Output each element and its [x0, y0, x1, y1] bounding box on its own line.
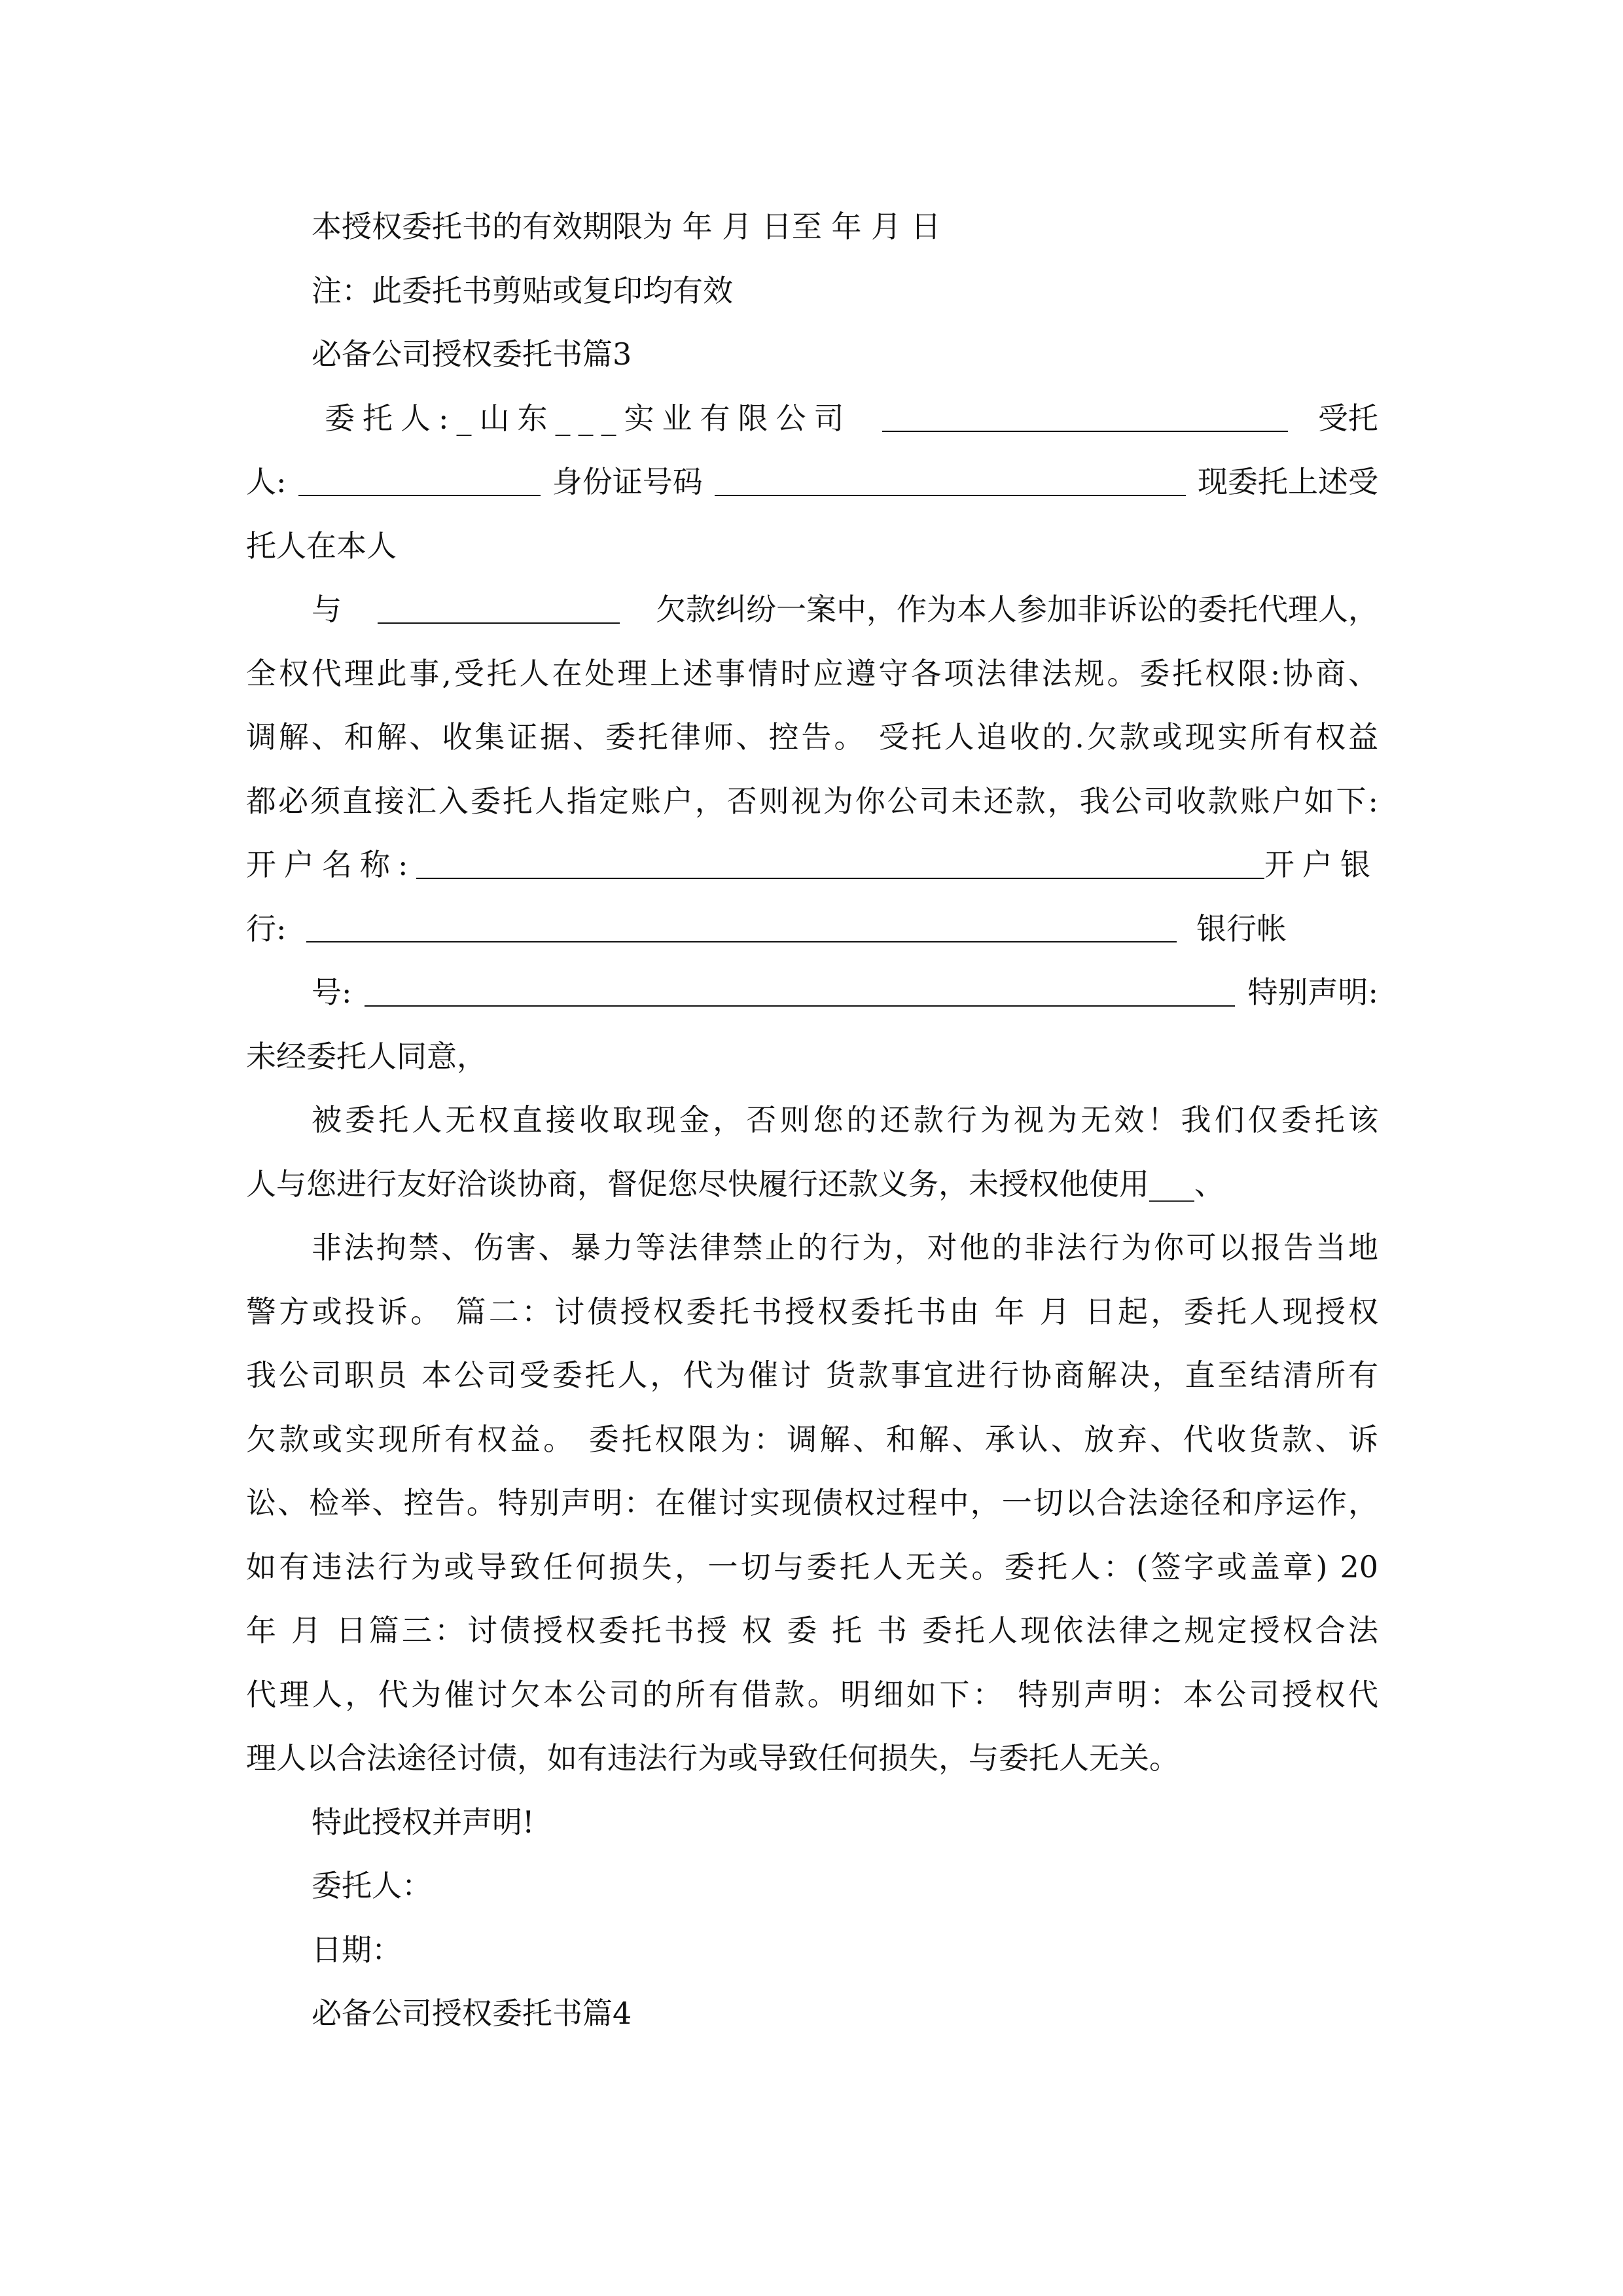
- paragraph-line: 如有违法行为或导致任何损失，一切与委托人无关。委托人：(签字或盖章) 20: [246, 1549, 1378, 1585]
- id-number-label: 身份证号码: [552, 464, 703, 499]
- agent-label-end: 人:: [246, 464, 287, 499]
- document-page: [246, 195, 1378, 2046]
- principal-line: [246, 387, 1378, 451]
- paragraph-line: 欠款或实现所有权益。 委托权限为：调解、和解、承认、放弃、代收货款、诉: [246, 1421, 1378, 1457]
- principal-text: 委托人:_山东___实业有限公司: [325, 400, 852, 436]
- paragraph-line: 警方或投诉。 篇二：讨债授权委托书授权委托书由 年 月 日起，委托人现授权: [246, 1293, 1378, 1329]
- paragraph-line: 未经委托人同意，: [246, 1038, 487, 1074]
- paragraph-line: 托人在本人: [246, 528, 397, 564]
- date-label: 日期：: [312, 1931, 402, 1967]
- account-number-blank: [365, 979, 1235, 1007]
- paragraph-line: 全权代理此事,受托人在处理上述事情时应遵守各项法律法规。委托权限:协商、: [246, 655, 1378, 691]
- special-statement-label: 特别声明:: [1247, 975, 1378, 1010]
- entrust-text: 现委托上述受: [1198, 464, 1378, 499]
- agent-label-start: 受托: [1318, 400, 1378, 436]
- blank-field: [882, 404, 1288, 432]
- account-number-line: [246, 961, 1378, 1025]
- paragraph-line: 理人以合法途径讨债，如有违法行为或导致任何损失，与委托人无关。: [246, 1740, 1179, 1776]
- bank-label-end: 行:: [246, 910, 287, 946]
- account-number-label-end: 号:: [312, 975, 352, 1010]
- account-name-label: 开户名称:: [246, 847, 416, 882]
- paragraph-line: 代理人，代为催讨欠本公司的所有借款。明细如下： 特别声明：本公司授权代: [246, 1676, 1378, 1712]
- dispute-line: [246, 578, 1378, 642]
- bank-blank: [306, 915, 1177, 942]
- section-heading-4: 必备公司授权委托书篇4: [312, 1996, 632, 2031]
- bank-label-start: 开户银: [1264, 847, 1378, 882]
- paragraph-line: 都必须直接汇入委托人指定账户，否则视为你公司未还款，我公司收款账户如下:: [246, 783, 1378, 819]
- paragraph-line: 讼、检举、控告。特别声明：在催讨实现债权过程中，一切以合法途径和序运作，: [246, 1485, 1378, 1520]
- account-number-label-start: 银行帐: [1196, 910, 1287, 946]
- id-number-blank: [715, 469, 1186, 496]
- section-heading-3: 必备公司授权委托书篇3: [312, 336, 632, 372]
- principal-signature-label: 委托人：: [312, 1868, 432, 1903]
- dispute-text: 欠款纠纷一案中，作为本人参加非诉讼的委托代理人，: [656, 592, 1378, 627]
- authorization-declaration: 特此授权并声明!: [312, 1804, 535, 1840]
- bank-line: [246, 897, 1287, 961]
- paragraph-line: 被委托人无权直接收取现金，否则您的还款行为视为无效！我们仅委托该: [312, 1102, 1378, 1138]
- paragraph-line: 年 月 日篇三：讨债授权委托书授 权 委 托 书 委托人现依法律之规定授权合法: [246, 1613, 1378, 1648]
- agent-name-blank: [298, 469, 541, 496]
- paragraph-line: 我公司职员 本公司受委托人，代为催讨 货款事宜进行协商解决，直至结清所有: [246, 1357, 1378, 1393]
- paragraph-line: 调解、和解、收集证据、委托律师、控告。 受托人追收的.欠款或现实所有权益: [246, 719, 1378, 755]
- with-text: 与: [312, 592, 342, 627]
- paragraph-line: 非法拘禁、伤害、暴力等法律禁止的行为，对他的非法行为你可以报告当地: [312, 1230, 1378, 1265]
- account-name-blank: [416, 852, 1265, 879]
- copy-valid-note: 注：此委托书剪贴或复印均有效: [312, 272, 733, 308]
- account-name-line: [246, 833, 1378, 897]
- paragraph-line: 人与您进行友好洽谈协商，督促您尽快履行还款义务，未授权他使用___、: [246, 1166, 1224, 1202]
- validity-period-line: 本授权委托书的有效期限为 年 月 日至 年 月 日: [312, 209, 941, 244]
- debtor-blank: [378, 596, 620, 624]
- agent-id-line: [246, 450, 1378, 514]
